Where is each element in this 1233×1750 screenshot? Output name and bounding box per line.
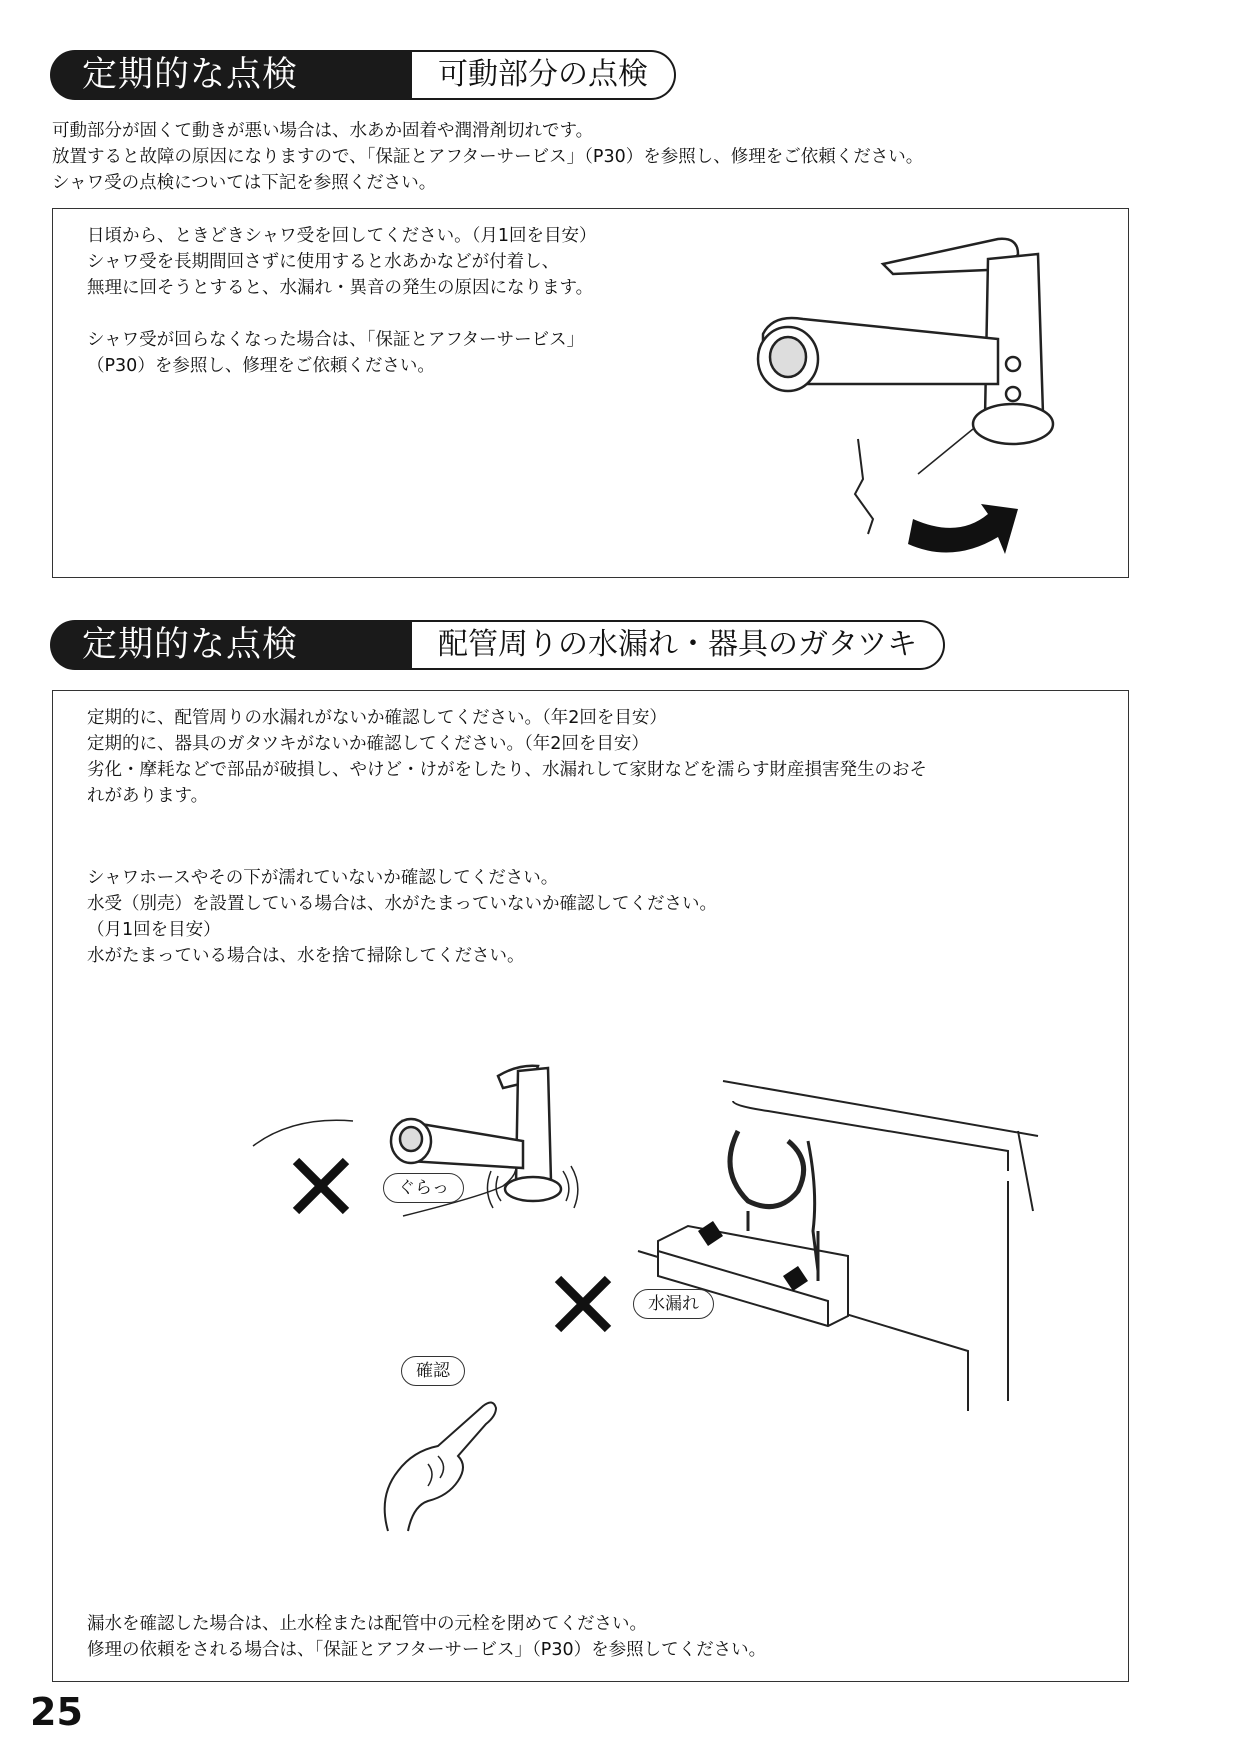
box-line: （P30）を参照し、修理をご依頼ください。: [87, 356, 435, 376]
x-mark-wobble-icon: [291, 1156, 351, 1216]
para-line: 水がたまっている場合は、水を捨て掃除してください。: [87, 946, 525, 966]
faucet-rotate-illustration: [743, 219, 1123, 569]
para-line: 定期的に、器具のガタツキがないか確認してください。（年2回を目安）: [87, 734, 649, 754]
section2-title: 配管周りの水漏れ・器具のガタツキ: [412, 620, 945, 670]
section2-para2: [87, 865, 717, 969]
section2-tag: 定期的な点検: [50, 620, 412, 670]
section2-header: [50, 620, 1030, 670]
para-line: 水受（別売）を設置している場合は、水がたまっていないか確認してください。: [87, 894, 717, 914]
section2-para1: [87, 705, 927, 809]
pointing-hand-icon: [368, 1386, 508, 1536]
section1-box: [52, 208, 1129, 578]
x-mark-leak-icon: [553, 1274, 613, 1334]
footer-line: 修理の依頼をされる場合は、「保証とアフターサービス」（P30）を参照してください。: [87, 1640, 767, 1660]
intro-line: 放置すると故障の原因になりますので、「保証とアフターサービス」（P30）を参照し、修理をご依頼ください。: [52, 147, 924, 167]
section1-box-text: [87, 223, 597, 379]
section1-tag: 定期的な点検: [50, 50, 412, 100]
footer-line: 漏水を確認した場合は、止水栓または配管中の元栓を閉めてください。: [87, 1614, 647, 1634]
section2-box: [52, 690, 1129, 1682]
box-line: 無理に回そうとすると、水漏れ・異音の発生の原因になります。: [87, 278, 594, 298]
para-line: 定期的に、配管周りの水漏れがないか確認してください。（年2回を目安）: [87, 708, 667, 728]
para-line: シャワホースやその下が濡れていないか確認してください。: [87, 868, 559, 888]
section2-footer: [87, 1611, 766, 1663]
faucet-wobble-illustration: [233, 1046, 613, 1266]
para-line: れがあります。: [87, 786, 209, 806]
section1-title: 可動部分の点検: [412, 50, 676, 100]
page-number: 25: [30, 1690, 83, 1734]
under-sink-pipes-illustration: [638, 1081, 1038, 1411]
section1-intro: [52, 118, 1182, 196]
box-line: シャワ受が回らなくなった場合は、「保証とアフターサービス」: [87, 330, 585, 350]
intro-line: シャワ受の点検については下記を参照ください。: [52, 173, 437, 193]
para-line: （月1回を目安）: [87, 920, 221, 940]
intro-line: 可動部分が固くて動きが悪い場合は、水あか固着や潤滑剤切れです。: [52, 121, 594, 141]
wobble-callout: ぐらっ: [383, 1173, 464, 1203]
leak-callout: 水漏れ: [633, 1289, 714, 1319]
box-line: 日頃から、ときどきシャワ受を回してください。（月1回を目安）: [87, 226, 597, 246]
para-line: 劣化・摩耗などで部品が破損し、やけど・けがをしたり、水漏れして家財などを濡らす財産損害発生のおそ: [87, 760, 927, 780]
box-line: シャワ受を長期間回さずに使用すると水あかなどが付着し、: [87, 252, 560, 272]
section1-header: [50, 50, 710, 100]
check-callout: 確認: [401, 1356, 465, 1386]
